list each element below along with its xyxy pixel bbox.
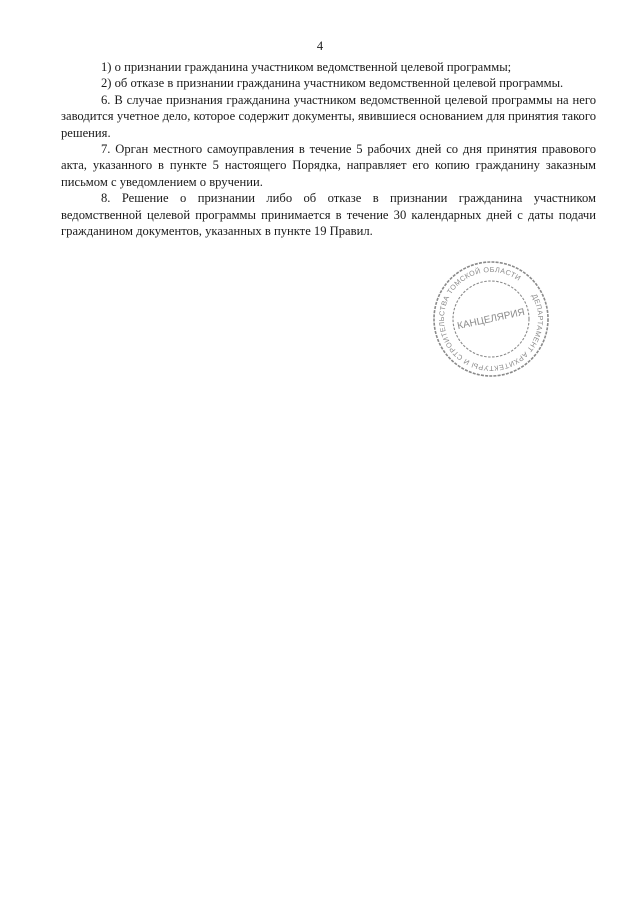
- paragraph-clause-6: 6. В случае признания гражданина участником ведомственной целевой программы на него заводится учетное дело, которое содержит документы, явившиеся основанием для принятия такого решения.: [61, 92, 596, 140]
- paragraph-option-1: 1) о признании гражданина участником ведомственной целевой программы;: [101, 60, 512, 74]
- paragraph-clause-7: 7. Орган местного самоуправления в течение 5 рабочих дней со дня принятия правового акта, указанного в пункте 5 настоящего Порядка, направляет его копию гражданину заказным письмом с уведомлением о вручении.: [61, 142, 596, 189]
- office-stamp: [431, 259, 551, 379]
- paragraph-option-2: 2) об отказе в признании гражданина участником ведомственной целевой программы.: [101, 76, 564, 91]
- stamp-ring-text: ДЕПАРТАМЕНТ АРХИТЕКТУРЫ И СТРОИТЕЛЬСТВА ТОМСКОЙ ОБЛАСТИ: [436, 264, 546, 374]
- stamp-center-text: КАНЦЕЛЯРИЯ: [456, 306, 526, 333]
- document-body: [61, 59, 596, 239]
- stamp-graphic: [431, 259, 551, 379]
- page-number: 4: [316, 39, 324, 53]
- paragraph-clause-8: 8. Решение о признании либо об отказе в признании гражданина участником ведомственной целевой программы принимается в течение 30 календарных дней с даты подачи гражданином документов, указанных в пункте 19 Правил.: [61, 191, 596, 239]
